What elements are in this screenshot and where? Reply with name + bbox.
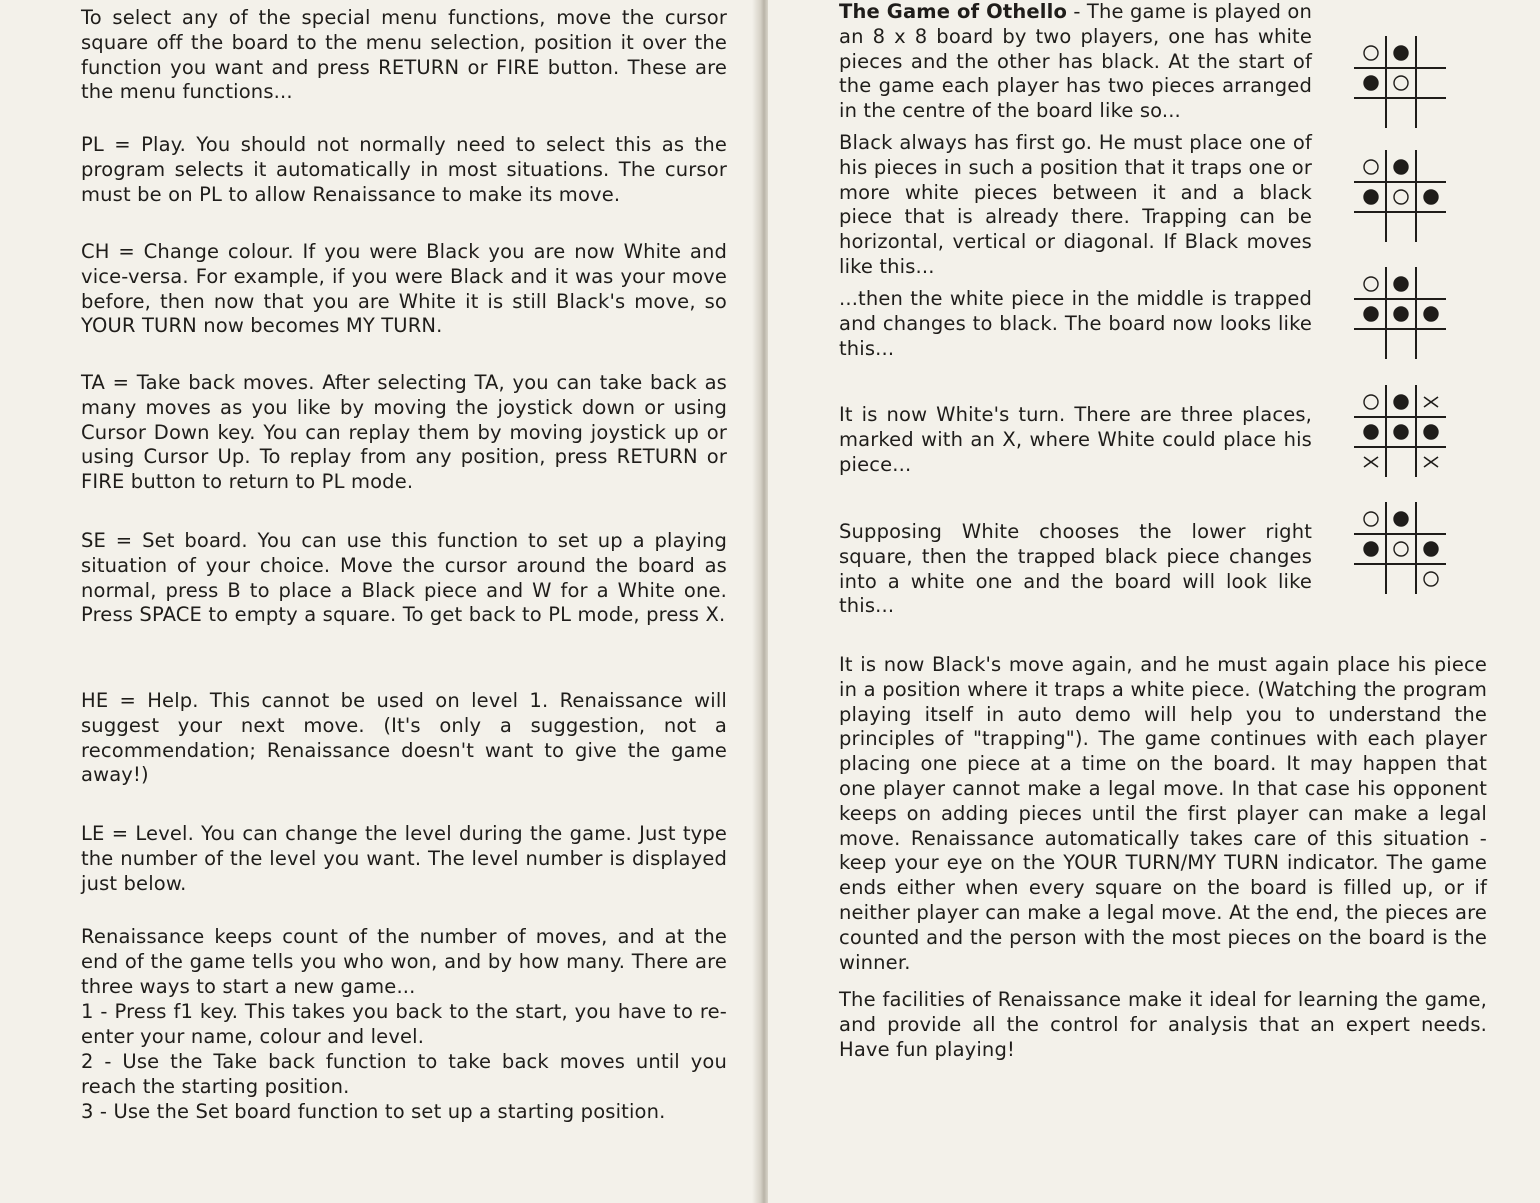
white-piece <box>1364 277 1378 291</box>
black-again-paragraph: It is now Black's move again, and he must again place his piece in a position where it traps a white piece. (Watching the program playing itself in auto demo will help you to understand the principles of "trapping"). The game continues with each player placing one piece at a time on the board. It may happen that one player cannot make a legal move. In that case his opponent keeps on adding pieces until the first player can make a legal move. Renaissance automatically takes care of this situation - keep your eye on the YOUR TURN/MY TURN indicator. The game ends either when every square on the board is filled up, or if neither player can make a legal move. At the end, the pieces are counted and the person with the most pieces on the board is the winner. <box>839 653 1487 974</box>
black-piece <box>1364 542 1378 556</box>
board-grid-svg <box>1354 150 1446 242</box>
board-diagram-start <box>1354 36 1446 128</box>
black-piece <box>1364 425 1378 439</box>
new-game-option-3: 3 - Use the Set board function to set up a starting position. <box>81 1100 666 1123</box>
black-piece <box>1364 76 1378 90</box>
white-piece <box>1364 46 1378 60</box>
board-grid-svg <box>1354 385 1446 477</box>
board-diagram-after-trap <box>1354 267 1446 359</box>
board-grid-svg <box>1354 502 1446 594</box>
possible-move-mark <box>1424 397 1438 407</box>
counting-paragraph: Renaissance keeps count of the number of moves, and at the end of the game tells you who won, and by how many. There are three ways to start a new game... <box>81 925 727 998</box>
black-piece <box>1394 425 1408 439</box>
change-colour-paragraph: CH = Change colour. If you were Black you are now White and vice-versa. For example, if you were Black and it was your move before, then now that you are White it is still Black's move, so YOUR TURN now becomes MY TURN. <box>81 240 727 338</box>
supposing-paragraph: Supposing White chooses the lower right square, then the trapped black piece changes into a white one and the board will look like this... <box>839 520 1312 618</box>
white-piece <box>1364 395 1378 409</box>
black-piece <box>1394 307 1408 321</box>
black-piece <box>1394 395 1408 409</box>
play-paragraph: PL = Play. You should not normally need to select this as the program selects it automatically in most situations. The cursor must be on PL to allow Renaissance to make its move. <box>81 133 727 206</box>
black-piece <box>1364 190 1378 204</box>
black-piece <box>1424 307 1438 321</box>
help-paragraph: HE = Help. This cannot be used on level 1. Renaissance will suggest your next move. (It's only a suggestion, not a recommendation; Renaissance doesn't want to give the game away!) <box>81 689 727 787</box>
othello-intro-paragraph <box>839 0 1312 124</box>
black-piece <box>1394 277 1408 291</box>
board-diagram-white-options <box>1354 385 1446 477</box>
black-piece <box>1364 307 1378 321</box>
trapped-paragraph: ...then the white piece in the middle is trapped and changes to black. The board now looks like this... <box>839 287 1312 360</box>
new-game-option-1: 1 - Press f1 key. This takes you back to the start, you have to re-enter your name, colour and level. <box>81 1000 727 1048</box>
right-page <box>768 0 1540 1203</box>
left-page <box>0 0 760 1203</box>
white-piece <box>1424 572 1438 586</box>
black-piece <box>1394 46 1408 60</box>
facilities-paragraph: The facilities of Renaissance make it ideal for learning the game, and provide all the control for analysis that an expert needs. Have fun playing! <box>839 988 1487 1061</box>
black-piece <box>1424 542 1438 556</box>
board-diagram-after-white <box>1354 502 1446 594</box>
black-first-paragraph: Black always has first go. He must place one of his pieces in such a position that it traps one or more white pieces between it and a black piece that is already there. Trapping can be horizontal, vertical or diagonal. If Black moves like this... <box>839 131 1312 278</box>
white-piece <box>1364 512 1378 526</box>
black-piece <box>1394 160 1408 174</box>
take-back-paragraph: TA = Take back moves. After selecting TA, you can take back as many moves as you like by moving the joystick down or using Cursor Down key. You can replay them by moving joystick up or using Cursor Up. To replay from any position, press RETURN or FIRE button to return to PL mode. <box>81 371 727 494</box>
set-board-paragraph: SE = Set board. You can use this function to set up a playing situation of your choice. Move the cursor around the board as normal, press B to place a Black piece and W for a White one. Press SPACE to empty a square. To get back to PL mode, press X. <box>81 529 727 627</box>
menu-intro-paragraph: To select any of the special menu functions, move the cursor square off the board to the menu selection, position it over the function you want and press RETURN or FIRE button. These are the menu functions... <box>81 6 727 104</box>
possible-move-mark <box>1364 457 1378 467</box>
white-piece <box>1394 190 1408 204</box>
othello-intro-text: - The game is played on an 8 x 8 board by two players, one has white pieces and the other has black. At the start of the game each player has two pieces arranged in the centre of the board like so... <box>839 0 1312 123</box>
board-grid-svg <box>1354 267 1446 359</box>
white-piece <box>1394 542 1408 556</box>
new-game-option-2: 2 - Use the Take back function to take back moves until you reach the starting position. <box>81 1050 727 1098</box>
white-piece <box>1364 160 1378 174</box>
white-piece <box>1394 76 1408 90</box>
white-turn-paragraph: It is now White's turn. There are three places, marked with an X, where White could place his piece... <box>839 403 1312 476</box>
black-piece <box>1424 425 1438 439</box>
level-paragraph: LE = Level. You can change the level during the game. Just type the number of the level you want. The level number is displayed just below. <box>81 822 727 895</box>
board-diagram-black-move <box>1354 150 1446 242</box>
black-piece <box>1394 512 1408 526</box>
black-piece <box>1424 190 1438 204</box>
othello-title: The Game of Othello <box>839 0 1068 23</box>
possible-move-mark <box>1424 457 1438 467</box>
board-grid-svg <box>1354 36 1446 128</box>
